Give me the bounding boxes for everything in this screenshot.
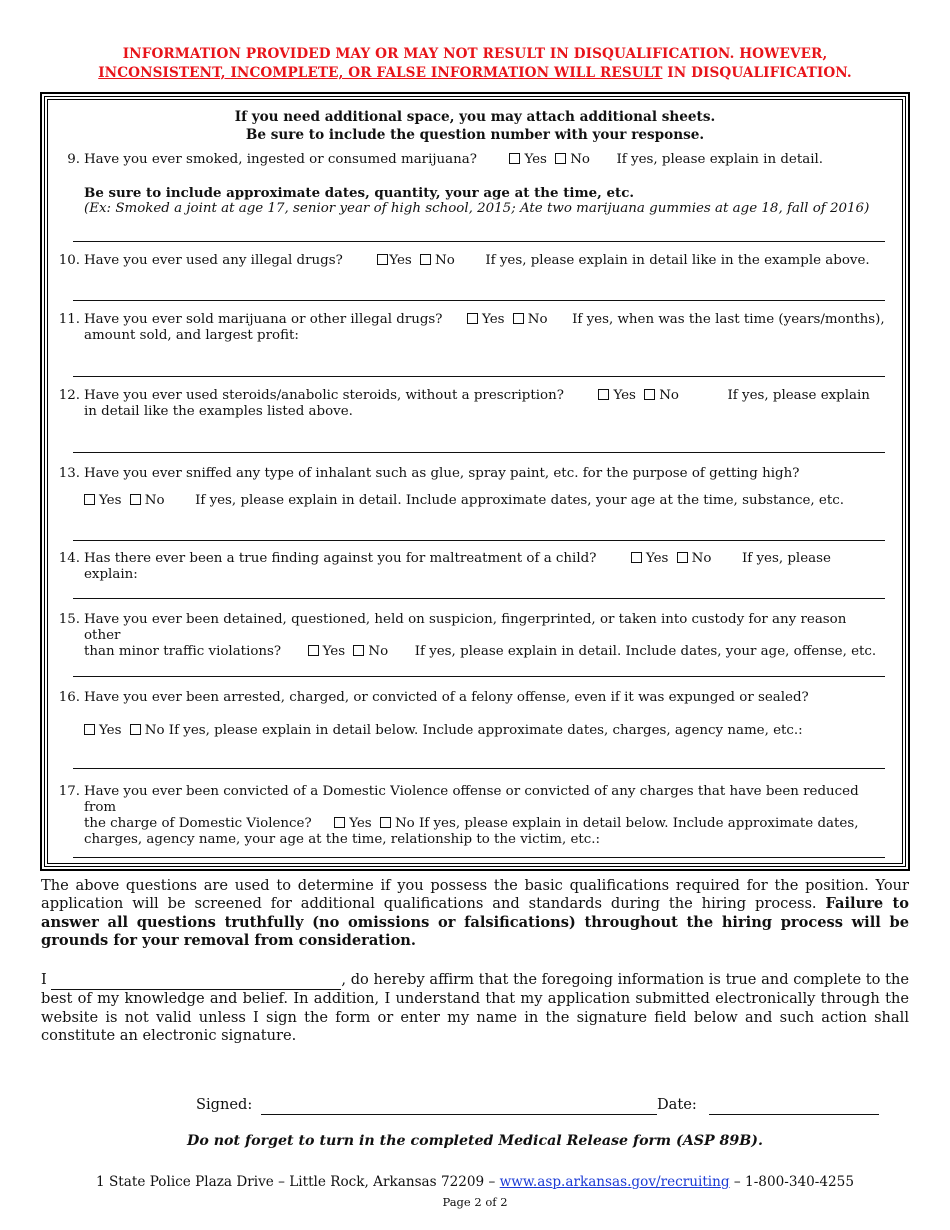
yes-checkbox[interactable] <box>308 645 319 656</box>
signature-row <box>196 1096 879 1115</box>
box-header-line-1: If you need additional space, you may attach additional sheets. <box>234 109 716 125</box>
question-number: 10. <box>58 253 80 268</box>
question-text: Have you ever sold marijuana or other illegal drugs? <box>84 312 443 327</box>
answer-line-9[interactable] <box>73 241 885 242</box>
yes-checkbox[interactable] <box>334 817 345 828</box>
no-label: No <box>435 253 455 268</box>
question-text-cont: than minor traffic violations? <box>84 644 282 659</box>
question-followup: If yes, when was the last time (years/months), <box>572 312 885 327</box>
question-followup: If yes, please explain in detail below. Include approximate dates, <box>418 816 859 831</box>
yes-checkbox[interactable] <box>467 313 478 324</box>
question-followup: If yes, please explain in detail. <box>616 152 824 167</box>
yes-label: Yes <box>524 152 547 167</box>
answer-line-11[interactable] <box>73 376 885 377</box>
signed-label: Signed: <box>196 1096 253 1113</box>
question-followup: If yes, please explain: <box>84 551 831 582</box>
answer-line-17[interactable] <box>73 857 885 858</box>
yes-label: Yes <box>613 388 636 403</box>
no-label: No <box>368 644 389 659</box>
question-number: 14. <box>58 551 80 566</box>
date-label: Date: <box>656 1096 697 1113</box>
yes-label: Yes <box>389 253 412 268</box>
question-followup: If yes, please explain <box>727 388 870 403</box>
instruction-example: (Ex: Smoked a joint at age 17, senior year of high school, 2015; Ate two marijuana gummies at age 18, fall of 2016) <box>84 201 870 216</box>
question-number: 15. <box>58 612 80 627</box>
question-number: 16. <box>58 690 80 705</box>
page-number: Page 2 of 2 <box>442 1195 508 1209</box>
warning-line-1: INFORMATION PROVIDED MAY OR MAY NOT RESULT IN DISQUALIFICATION. HOWEVER, <box>122 46 828 62</box>
yes-label: Yes <box>322 644 346 659</box>
question-text: Have you ever been arrested, charged, or convicted of a felony offense, even if it was expunged or sealed? <box>84 690 809 705</box>
box-header-line-2: Be sure to include the question number with your response. <box>245 127 705 143</box>
question-number: 9. <box>67 152 80 167</box>
yes-checkbox[interactable] <box>631 552 642 563</box>
affirmation-name-field[interactable] <box>51 971 341 990</box>
qualification-notice <box>41 877 909 951</box>
question-followup: If yes, please explain in detail like in the example above. <box>485 253 870 268</box>
question-followup: If yes, please explain in detail. Include dates, your age, offense, etc. <box>414 644 877 659</box>
question-number: 11. <box>58 312 80 327</box>
no-label: No <box>144 493 165 508</box>
box-header <box>48 108 902 144</box>
recruiting-link[interactable]: www.asp.arkansas.gov/recruiting <box>499 1174 730 1190</box>
yes-checkbox[interactable] <box>509 153 520 164</box>
answer-line-15[interactable] <box>73 676 885 677</box>
questions-box-inner <box>47 99 903 864</box>
footer-address: 1 State Police Plaza Drive – Little Rock, Arkansas 72209 – <box>96 1174 500 1190</box>
no-checkbox[interactable] <box>130 724 141 735</box>
affirmation-text: , do hereby affirm that the foregoing information is true and complete to the best of my knowledge and belief. In addition, I understand that my application submitted electronically through the website is not valid unless I sign the form or enter my name in the signature field below and such action shall constitute an electronic signature. <box>41 971 909 1045</box>
disqualification-warning <box>0 45 950 83</box>
date-field[interactable] <box>709 1096 879 1115</box>
no-label: No <box>691 551 712 566</box>
yes-checkbox[interactable] <box>84 494 95 505</box>
question-text: Have you ever smoked, ingested or consumed marijuana? <box>84 152 477 167</box>
question-followup: If yes, please explain in detail below. Include approximate dates, charges, agency name, etc.: <box>168 723 803 738</box>
question-number: 12. <box>58 388 80 403</box>
answer-line-13[interactable] <box>73 540 885 541</box>
question-number: 17. <box>58 784 80 799</box>
no-checkbox[interactable] <box>644 389 655 400</box>
medical-release-reminder: Do not forget to turn in the completed Medical Release form (ASP 89B). <box>187 1133 763 1149</box>
warning-line-2-rest: IN DISQUALIFICATION. <box>662 65 852 81</box>
answer-line-12[interactable] <box>73 452 885 453</box>
notice-text: The above questions are used to determine if you possess the basic qualifications required for the position. Your application will be screened for additional qualifications and standards during the hiring process. <box>41 877 909 913</box>
no-checkbox[interactable] <box>353 645 364 656</box>
yes-label: Yes <box>99 723 122 738</box>
question-text: Have you ever been detained, questioned, held on suspicion, fingerprinted, or taken into custody for any reason other <box>84 612 847 643</box>
yes-label: Yes <box>482 312 505 327</box>
no-label: No <box>144 723 165 738</box>
yes-checkbox[interactable] <box>598 389 609 400</box>
question-text: Have you ever sniffed any type of inhalant such as glue, spray paint, etc. for the purpose of getting high? <box>84 466 800 481</box>
notice-bold-text: Failure to answer all questions truthfully (no omissions or falsifications) throughout the hiring process will be grounds for your removal from consideration. <box>41 895 909 950</box>
question-text: Have you ever used steroids/anabolic steroids, without a prescription? <box>84 388 564 403</box>
yes-checkbox[interactable] <box>377 254 388 265</box>
question-text-cont: the charge of Domestic Violence? <box>84 816 312 831</box>
no-checkbox[interactable] <box>380 817 391 828</box>
yes-label: Yes <box>349 816 372 831</box>
no-checkbox[interactable] <box>130 494 141 505</box>
question-followup-cont: amount sold, and largest profit: <box>84 328 299 343</box>
no-label: No <box>527 312 548 327</box>
footer <box>0 1174 950 1190</box>
answer-line-16[interactable] <box>73 768 885 769</box>
yes-checkbox[interactable] <box>84 724 95 735</box>
question-text: Have you ever used any illegal drugs? <box>84 253 343 268</box>
question-followup-cont: in detail like the examples listed above. <box>84 404 353 419</box>
no-checkbox[interactable] <box>420 254 431 265</box>
questions-box <box>41 93 909 870</box>
question-text: Have you ever been convicted of a Domestic Violence offense or convicted of any charges that have been reduced from <box>84 784 859 815</box>
question-text: Has there ever been a true finding against you for maltreatment of a child? <box>84 551 597 566</box>
signature-field[interactable] <box>261 1096 657 1115</box>
answer-line-10[interactable] <box>73 300 885 301</box>
no-checkbox[interactable] <box>513 313 524 324</box>
yes-label: Yes <box>99 493 122 508</box>
warning-underlined: INCONSISTENT, INCOMPLETE, OR FALSE INFORMATION WILL RESULT <box>98 65 663 81</box>
question-followup-cont: charges, agency name, your age at the time, relationship to the victim, etc.: <box>84 832 601 847</box>
yes-label: Yes <box>645 551 669 566</box>
question-number: 13. <box>58 466 80 481</box>
no-label: No <box>394 816 415 831</box>
no-label: No <box>570 152 590 167</box>
answer-line-14[interactable] <box>73 598 885 599</box>
no-label: No <box>659 388 679 403</box>
no-checkbox[interactable] <box>555 153 566 164</box>
affirmation-paragraph <box>41 971 909 1046</box>
no-checkbox[interactable] <box>677 552 688 563</box>
question-followup: If yes, please explain in detail. Include approximate dates, your age at the time, substance, etc. <box>195 493 844 508</box>
footer-phone: – 1-800-340-4255 <box>729 1174 854 1190</box>
affirmation-prefix: I <box>41 971 47 988</box>
instruction-bold: Be sure to include approximate dates, quantity, your age at the time, etc. <box>84 185 635 201</box>
